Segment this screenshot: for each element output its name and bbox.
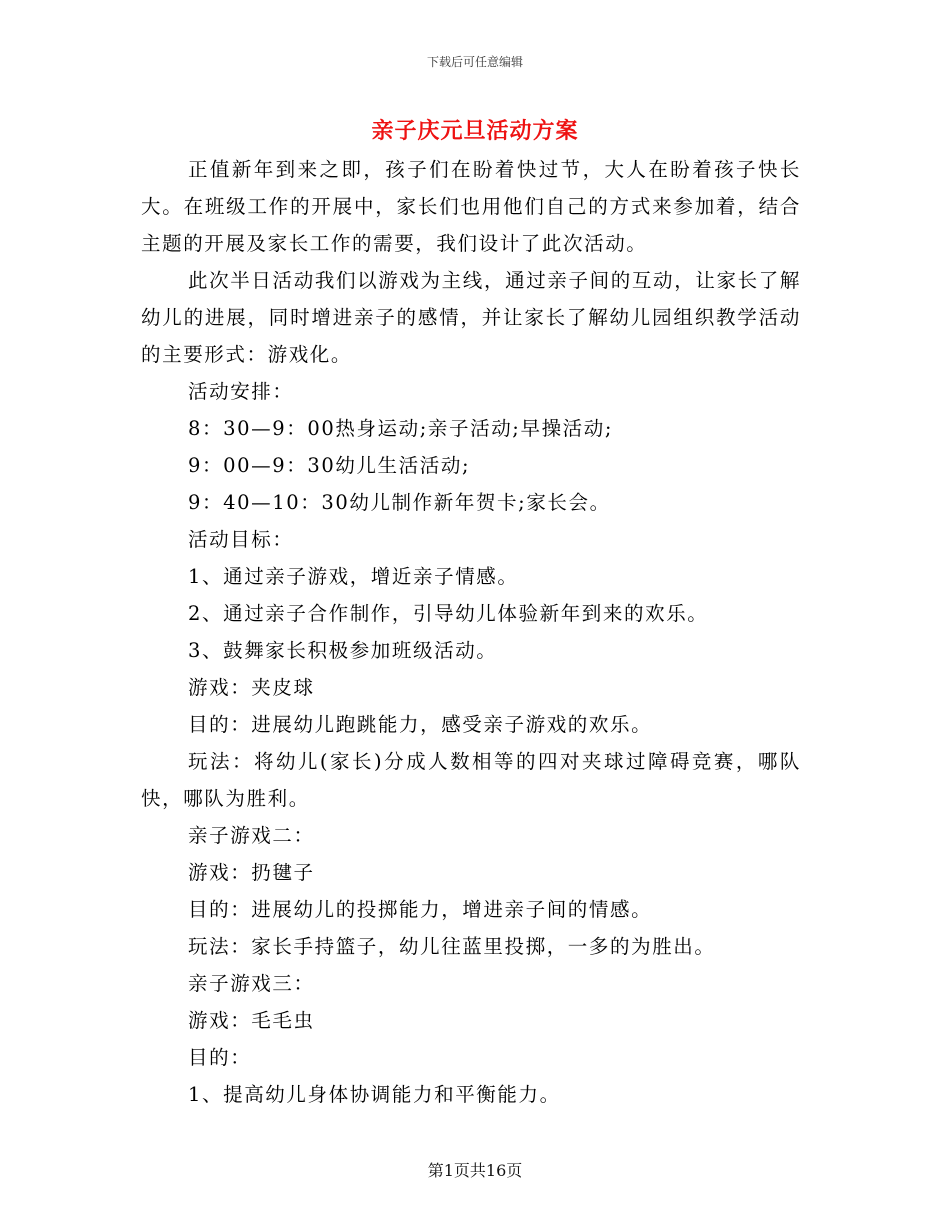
schedule-item: 8：30—9：00热身运动;亲子活动;早操活动; [188,417,614,440]
game-rules: 玩法：将幼儿(家长)分成人数相等的四对夹球过障碍竞赛，哪队快，哪队为胜利。 [141,750,801,810]
game-purpose: 目的：进展幼儿跑跳能力，感受亲子游戏的欢乐。 [188,713,653,736]
page-header-note: 下载后可任意编辑 [426,55,523,69]
goal-item: 1、通过亲子游戏，增近亲子情感。 [188,565,519,588]
goal-item: 2、通过亲子合作制作，引导幼儿体验新年到来的欢乐。 [188,602,709,625]
game-rules: 玩法：家长手持篮子，幼儿往蓝里投掷，一多的为胜出。 [188,935,716,958]
goals-heading: 活动目标： [188,528,294,551]
game-heading: 亲子游戏二： [188,824,315,847]
goal-item: 3、鼓舞家长积极参加班级活动。 [188,639,498,662]
goal-item: 1、提高幼儿身体协调能力和平衡能力。 [188,1083,561,1106]
intro-paragraph: 正值新年到来之即，孩子们在盼着快过节，大人在盼着孩子快长大。在班级工作的开展中，家长们也用他们自己的方式来参加着，结合主题的开展及家长工作的需要，我们设计了此次活动。 [141,158,801,255]
intro-paragraph: 此次半日活动我们以游戏为主线，通过亲子间的互动，让家长了解幼儿的进展，同时增进亲子的感情，并让家长了解幼儿园组织教学活动的主要形式：游戏化。 [141,269,801,366]
game-purpose: 目的： [188,1046,252,1069]
document-title: 亲子庆元旦活动方案 [371,118,579,144]
game-name: 游戏：夹皮球 [188,676,315,699]
page-number: 第1页共16页 [427,1161,523,1180]
game-heading: 亲子游戏三： [188,972,315,995]
game-name: 游戏：扔毽子 [188,861,315,884]
schedule-item: 9：40—10：30幼儿制作新年贺卡;家长会。 [188,491,611,514]
schedule-heading: 活动安排： [188,380,294,403]
schedule-item: 9：00—9：30幼儿生活活动; [188,454,471,477]
game-purpose: 目的：进展幼儿的投掷能力，增进亲子间的情感。 [188,898,653,921]
game-name: 游戏：毛毛虫 [188,1009,315,1032]
document-body [141,151,801,1113]
